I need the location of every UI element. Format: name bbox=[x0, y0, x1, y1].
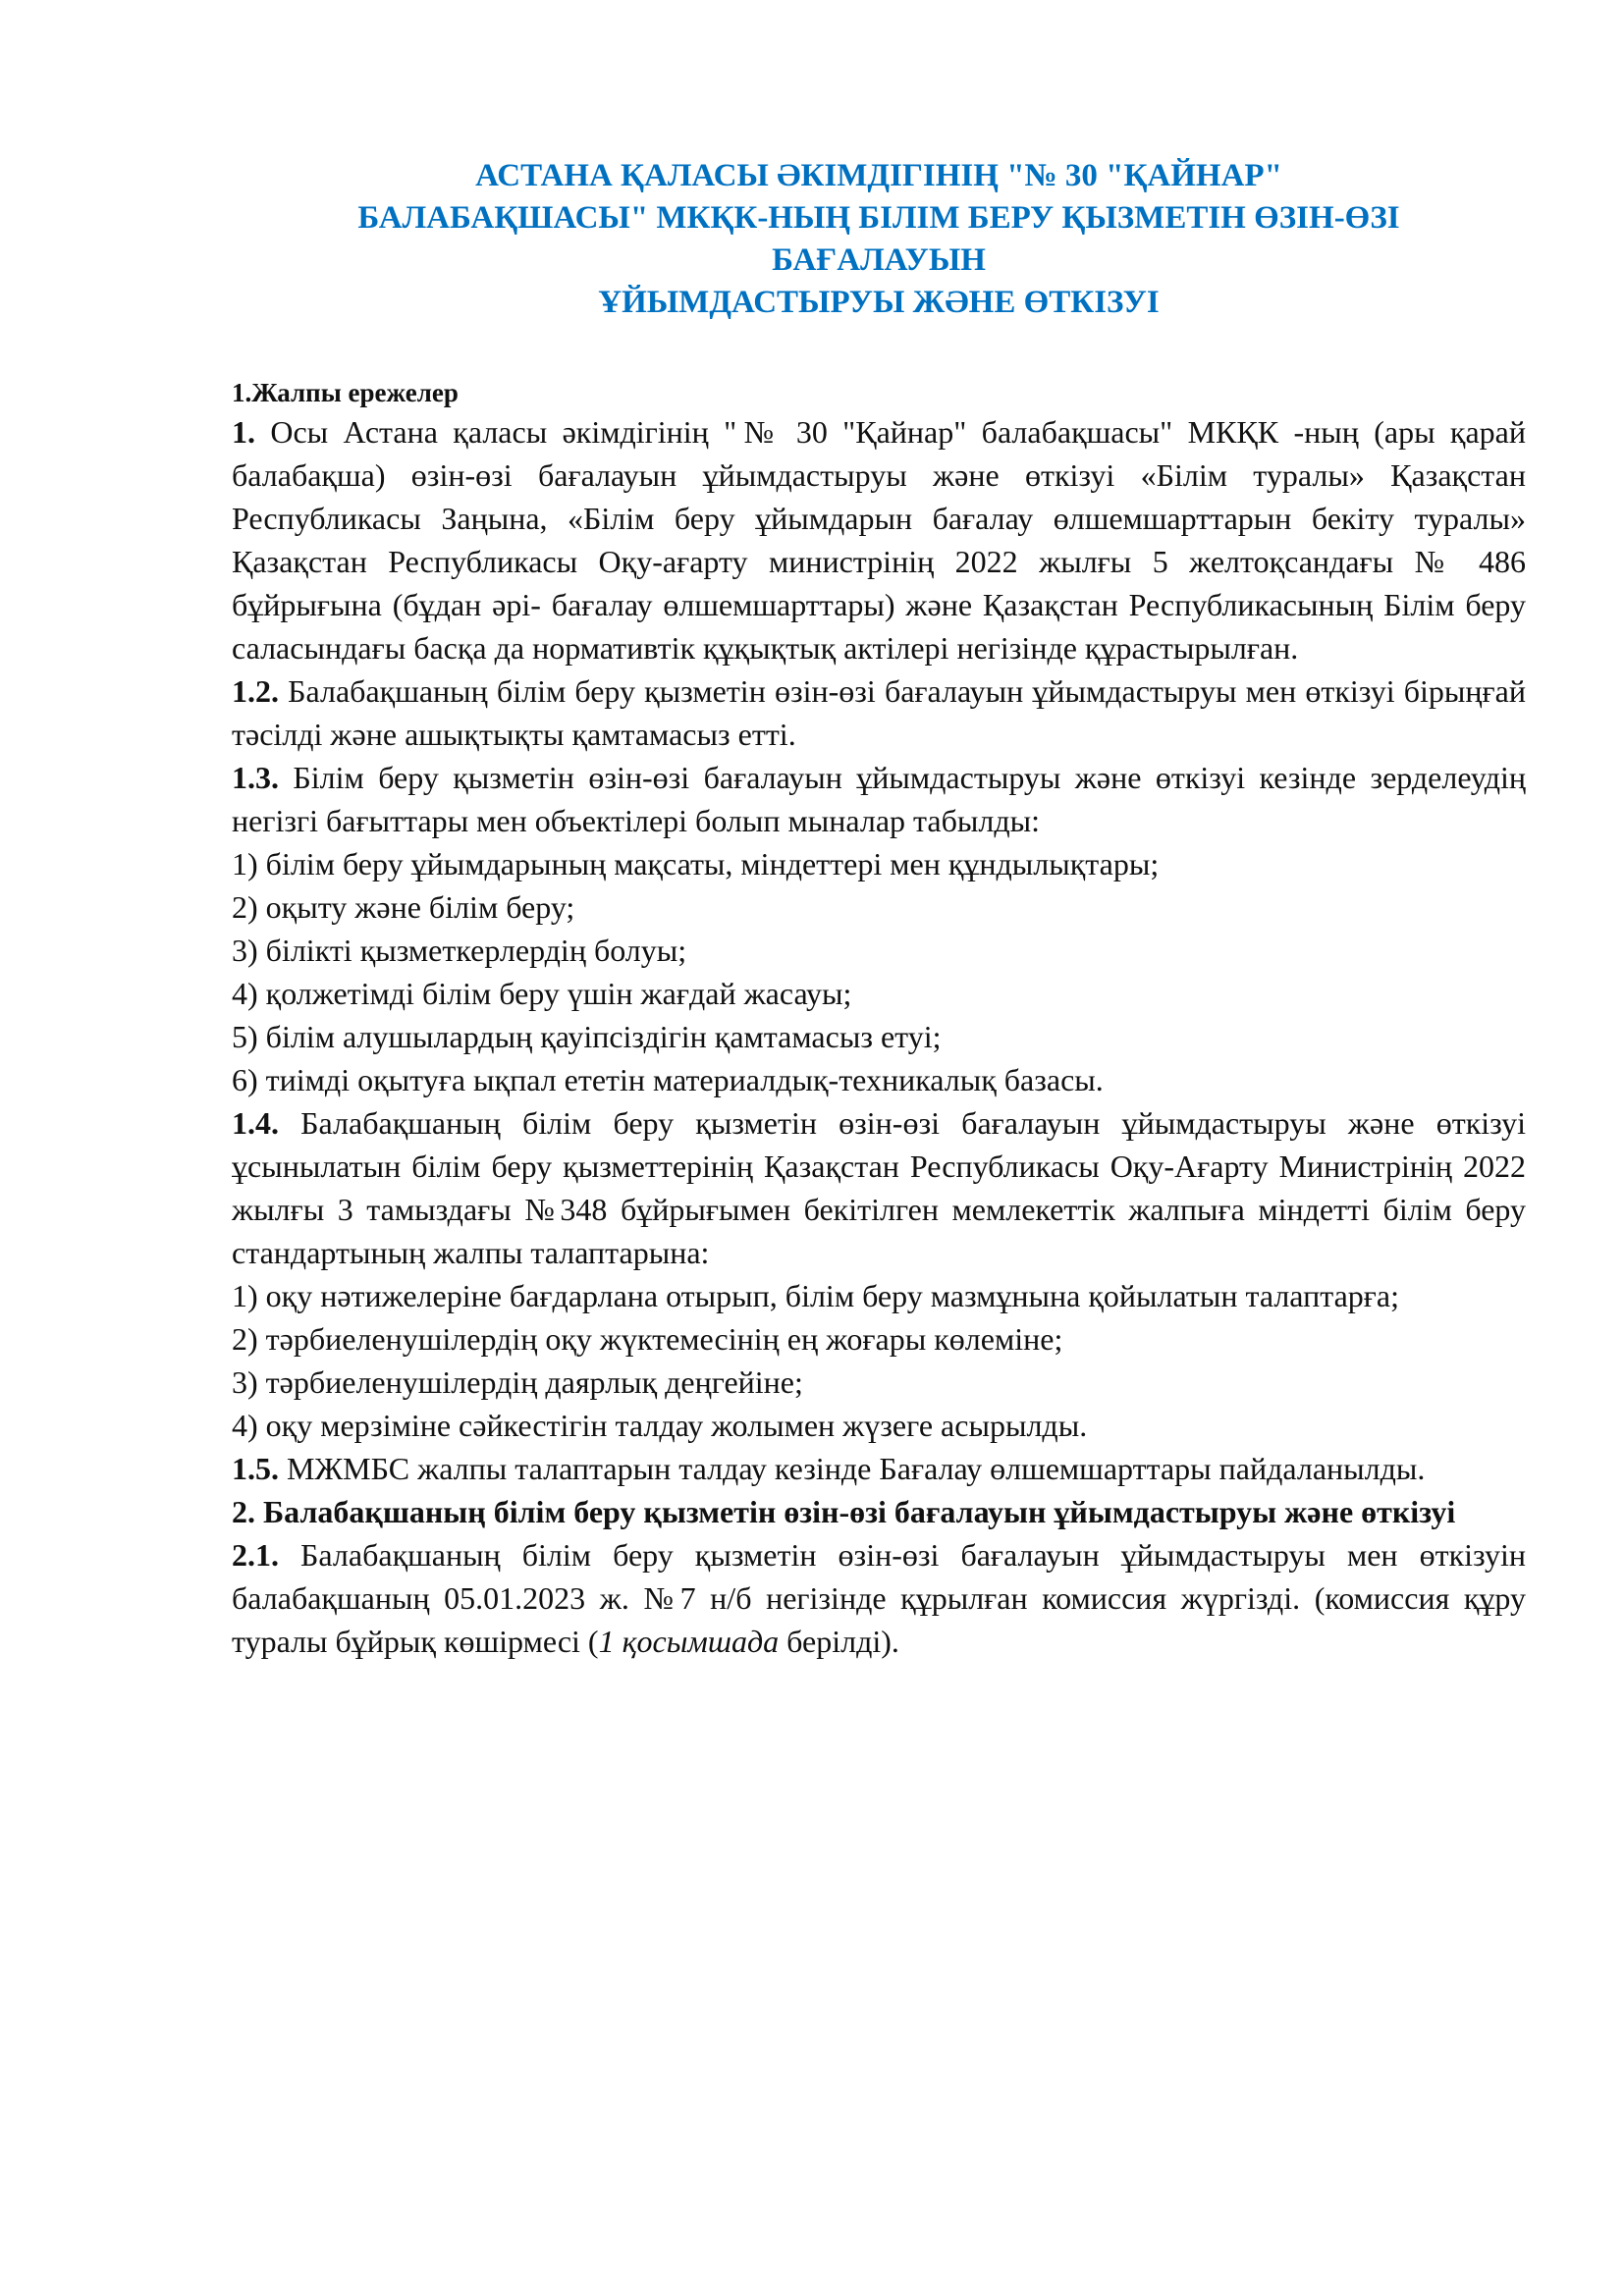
list-requirements bbox=[232, 1274, 1526, 1447]
document-page bbox=[232, 155, 1526, 1663]
list-item: 6) тиімді оқытуға ықпал ететін материалдық-техникалық базасы. bbox=[232, 1062, 1104, 1097]
paragraph-number: 2.1. bbox=[232, 1537, 279, 1573]
paragraph-2-1 bbox=[232, 1533, 1526, 1663]
paragraph-number: 1. bbox=[232, 414, 255, 450]
list-item: 4) оқу мерзіміне сәйкестігін талдау жолымен жүзеге асырылды. bbox=[232, 1408, 1088, 1443]
paragraph-text: Балабақшаның білім беру қызметін өзін-өзі бағалауын ұйымдастыруы мен өткізуі бірыңғай тәсілді және ашықтықты қамтамасыз етті. bbox=[232, 673, 1526, 752]
list-item: 1) оқу нәтижелеріне бағдарлана отырып, білім беру мазмұнына қойылатын талаптарға; bbox=[232, 1278, 1399, 1313]
section-1-heading: 1.Жалпы ережелер bbox=[232, 378, 459, 407]
list-item: 1) білім беру ұйымдарының мақсаты, міндеттері мен құндылықтары; bbox=[232, 846, 1160, 881]
paragraph-number: 1.4. bbox=[232, 1105, 279, 1141]
list-directions bbox=[232, 842, 1526, 1101]
paragraph-number: 1.2. bbox=[232, 673, 279, 709]
list-item: 3) тәрбиеленушілердің даярлық деңгейіне; bbox=[232, 1364, 803, 1400]
paragraph-text: МЖМБС жалпы талаптарын талдау кезінде Бағалау өлшемшарттары пайдаланылды. bbox=[279, 1451, 1426, 1486]
title-line-1: АСТАНА ҚАЛАСЫ ӘКІМДІГІНІҢ "№ 30 "ҚАЙНАР" bbox=[475, 158, 1282, 193]
paragraph-text: Білім беру қызметін өзін-өзі бағалауын ұйымдастыруы және өткізуі кезінде зерделеудің негізгі бағыттары мен объектілері болып мыналар табылды: bbox=[232, 760, 1526, 838]
paragraph-text: Осы Астана қаласы әкімдігінің "№ 30 "Қайнар" балабақшасы" МКҚК -ның (ары қарай балабақша) өзін-өзі бағалауын ұйымдастыруы және өткізуі «Білім туралы» Қазақстан Республикасы Заңына, «Білім беру ұйымдарын бағалау өлшемшарттарын бекіту туралы» Қазақстан Республикасы Оқу-ағарту министрінің 2022 жылғы 5 желтоқсандағы № 486 бұйрығына (бұдан әрі- бағалау өлшемшарттары) және Қазақстан Республикасының Білім беру саласындағы басқа да нормативтік құқықтық актілері негізінде құрастырылған. bbox=[232, 414, 1526, 666]
paragraph-1-5 bbox=[232, 1447, 1526, 1490]
paragraph-1-2 bbox=[232, 669, 1526, 756]
appendix-reference: 1 қосымшада bbox=[598, 1624, 780, 1659]
list-item: 3) білікті қызметкерлердің болуы; bbox=[232, 933, 687, 968]
paragraph-text: Балабақшаның білім беру қызметін өзін-өзі бағалауын ұйымдастыруы мен өткізуін балабақшаның 05.01.2023 ж. №7 н/б негізінде құрылған комиссия жүргізді. (комиссия құру туралы бұйрық көшірмесі ( bbox=[232, 1537, 1526, 1659]
paragraph-1 bbox=[232, 410, 1526, 669]
list-item: 2) тәрбиеленушілердің оқу жүктемесінің ең жоғары көлеміне; bbox=[232, 1321, 1063, 1357]
list-item: 2) оқыту және білім беру; bbox=[232, 889, 575, 925]
paragraph-1-3 bbox=[232, 756, 1526, 842]
title-line-2: БАЛАБАҚШАСЫ" МКҚК-НЫҢ БІЛІМ БЕРУ ҚЫЗМЕТІН ӨЗІН-ӨЗІ bbox=[357, 200, 1400, 236]
section-2-heading: 2. Балабақшаның білім беру қызметін өзін-өзі бағалауын ұйымдастыруы және өткізуі bbox=[232, 1494, 1456, 1529]
title-line-3: БАҒАЛАУЫН bbox=[772, 242, 986, 278]
paragraph-number: 1.5. bbox=[232, 1451, 279, 1486]
paragraph-number: 1.3. bbox=[232, 760, 279, 795]
title-line-4: ҰЙЫМДАСТЫРУЫ ЖӘНЕ ӨТКІЗУІ bbox=[598, 285, 1160, 320]
list-item: 4) қолжетімді білім беру үшін жағдай жасауы; bbox=[232, 976, 852, 1011]
document-title bbox=[232, 155, 1526, 324]
paragraph-1-4 bbox=[232, 1101, 1526, 1274]
paragraph-tail: берілді). bbox=[779, 1624, 899, 1659]
paragraph-text: Балабақшаның білім беру қызметін өзін-өзі бағалауын ұйымдастыруы және өткізуі ұсынылатын білім беру қызметтерінің Қазақстан Республикасы Оқу-Ағарту Министрінің 2022 жылғы 3 тамыздағы №348 бұйрығымен бекітілген мемлекеттік жалпыға міндетті білім беру стандартының жалпы талаптарына: bbox=[232, 1105, 1526, 1270]
list-item: 5) білім алушылардың қауіпсіздігін қамтамасыз етуі; bbox=[232, 1019, 942, 1054]
